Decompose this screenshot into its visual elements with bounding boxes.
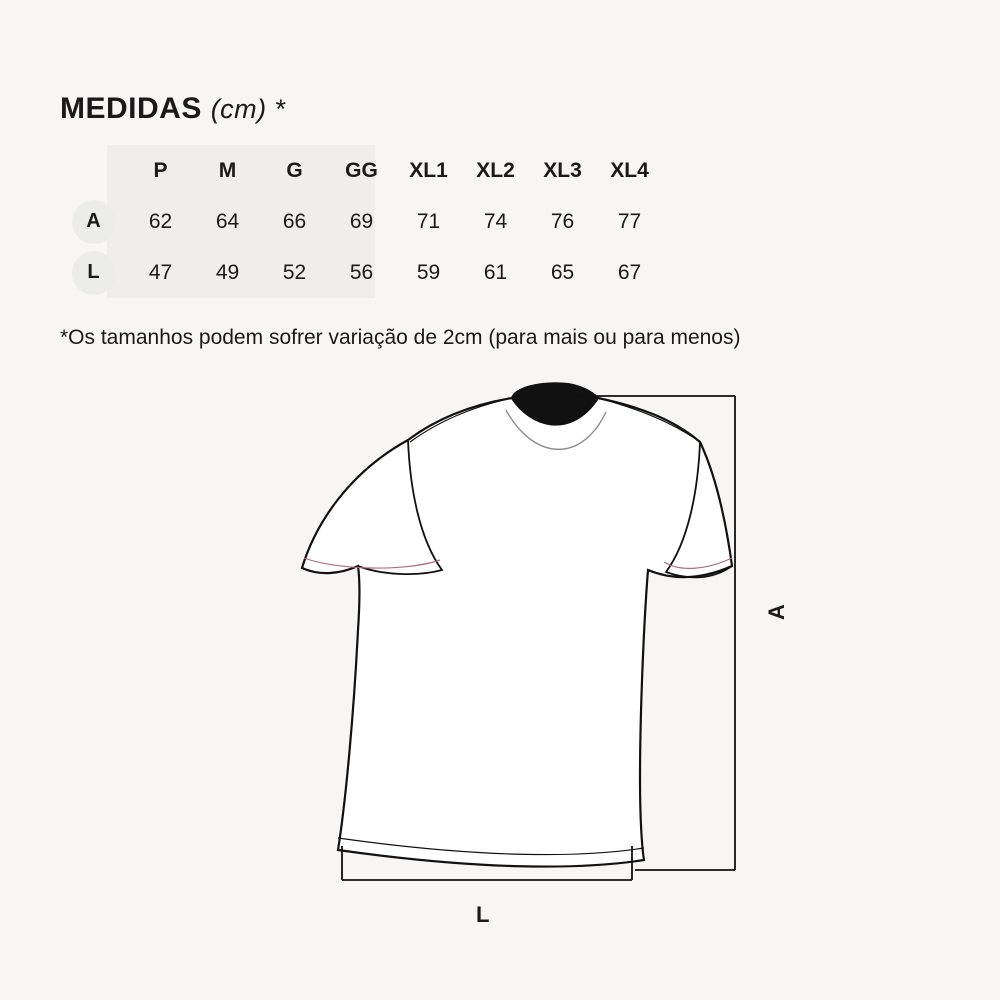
cell-l-xl1: 59 [416,260,441,284]
column-header-g: G [286,158,303,182]
cell-l-m: 49 [215,260,240,284]
measurements-table-wrapper [60,145,663,298]
cell-l-gg: 56 [349,260,374,284]
measurements-table [60,145,663,298]
row-label-l: L [72,251,116,295]
cell-l-xl4: 67 [617,260,642,284]
column-header-xl2: XL2 [476,158,515,182]
page-title-unit: (cm) [210,94,267,124]
cell-l-xl2: 61 [483,260,508,284]
row-label-a: A [72,200,116,244]
table-corner-cell [60,145,127,196]
tshirt-svg [280,380,840,950]
page-title [60,92,287,126]
cell-a-g: 66 [282,209,307,233]
column-header-xl1: XL1 [409,158,448,182]
dimension-label-width: L [476,902,490,927]
page-title-asterisk: * [275,94,287,124]
row-label-cell-l [60,247,127,298]
column-header-xl4: XL4 [610,158,649,182]
row-label-cell-a [60,196,127,247]
table-header-row [60,145,663,196]
dimension-label-height: A [764,604,789,620]
tshirt-body-path [302,398,732,867]
table-row [60,247,663,298]
column-header-xl3: XL3 [543,158,582,182]
table-row [60,196,663,247]
cell-a-xl2: 74 [483,209,508,233]
cell-a-xl1: 71 [416,209,441,233]
cell-a-p: 62 [148,209,173,233]
tshirt-shape [302,383,732,866]
column-header-p: P [153,158,168,182]
tshirt-illustration [280,380,840,950]
cell-a-m: 64 [215,209,240,233]
cell-l-xl3: 65 [550,260,575,284]
cell-l-g: 52 [282,260,307,284]
column-header-m: M [218,158,237,182]
page-title-main: MEDIDAS [60,92,202,125]
cell-a-gg: 69 [349,209,374,233]
cell-a-xl4: 77 [617,209,642,233]
column-header-gg: GG [345,158,378,182]
cell-a-xl3: 76 [550,209,575,233]
cell-l-p: 47 [148,260,173,284]
size-variation-note: *Os tamanhos podem sofrer variação de 2cm (para mais ou para menos) [60,326,741,349]
